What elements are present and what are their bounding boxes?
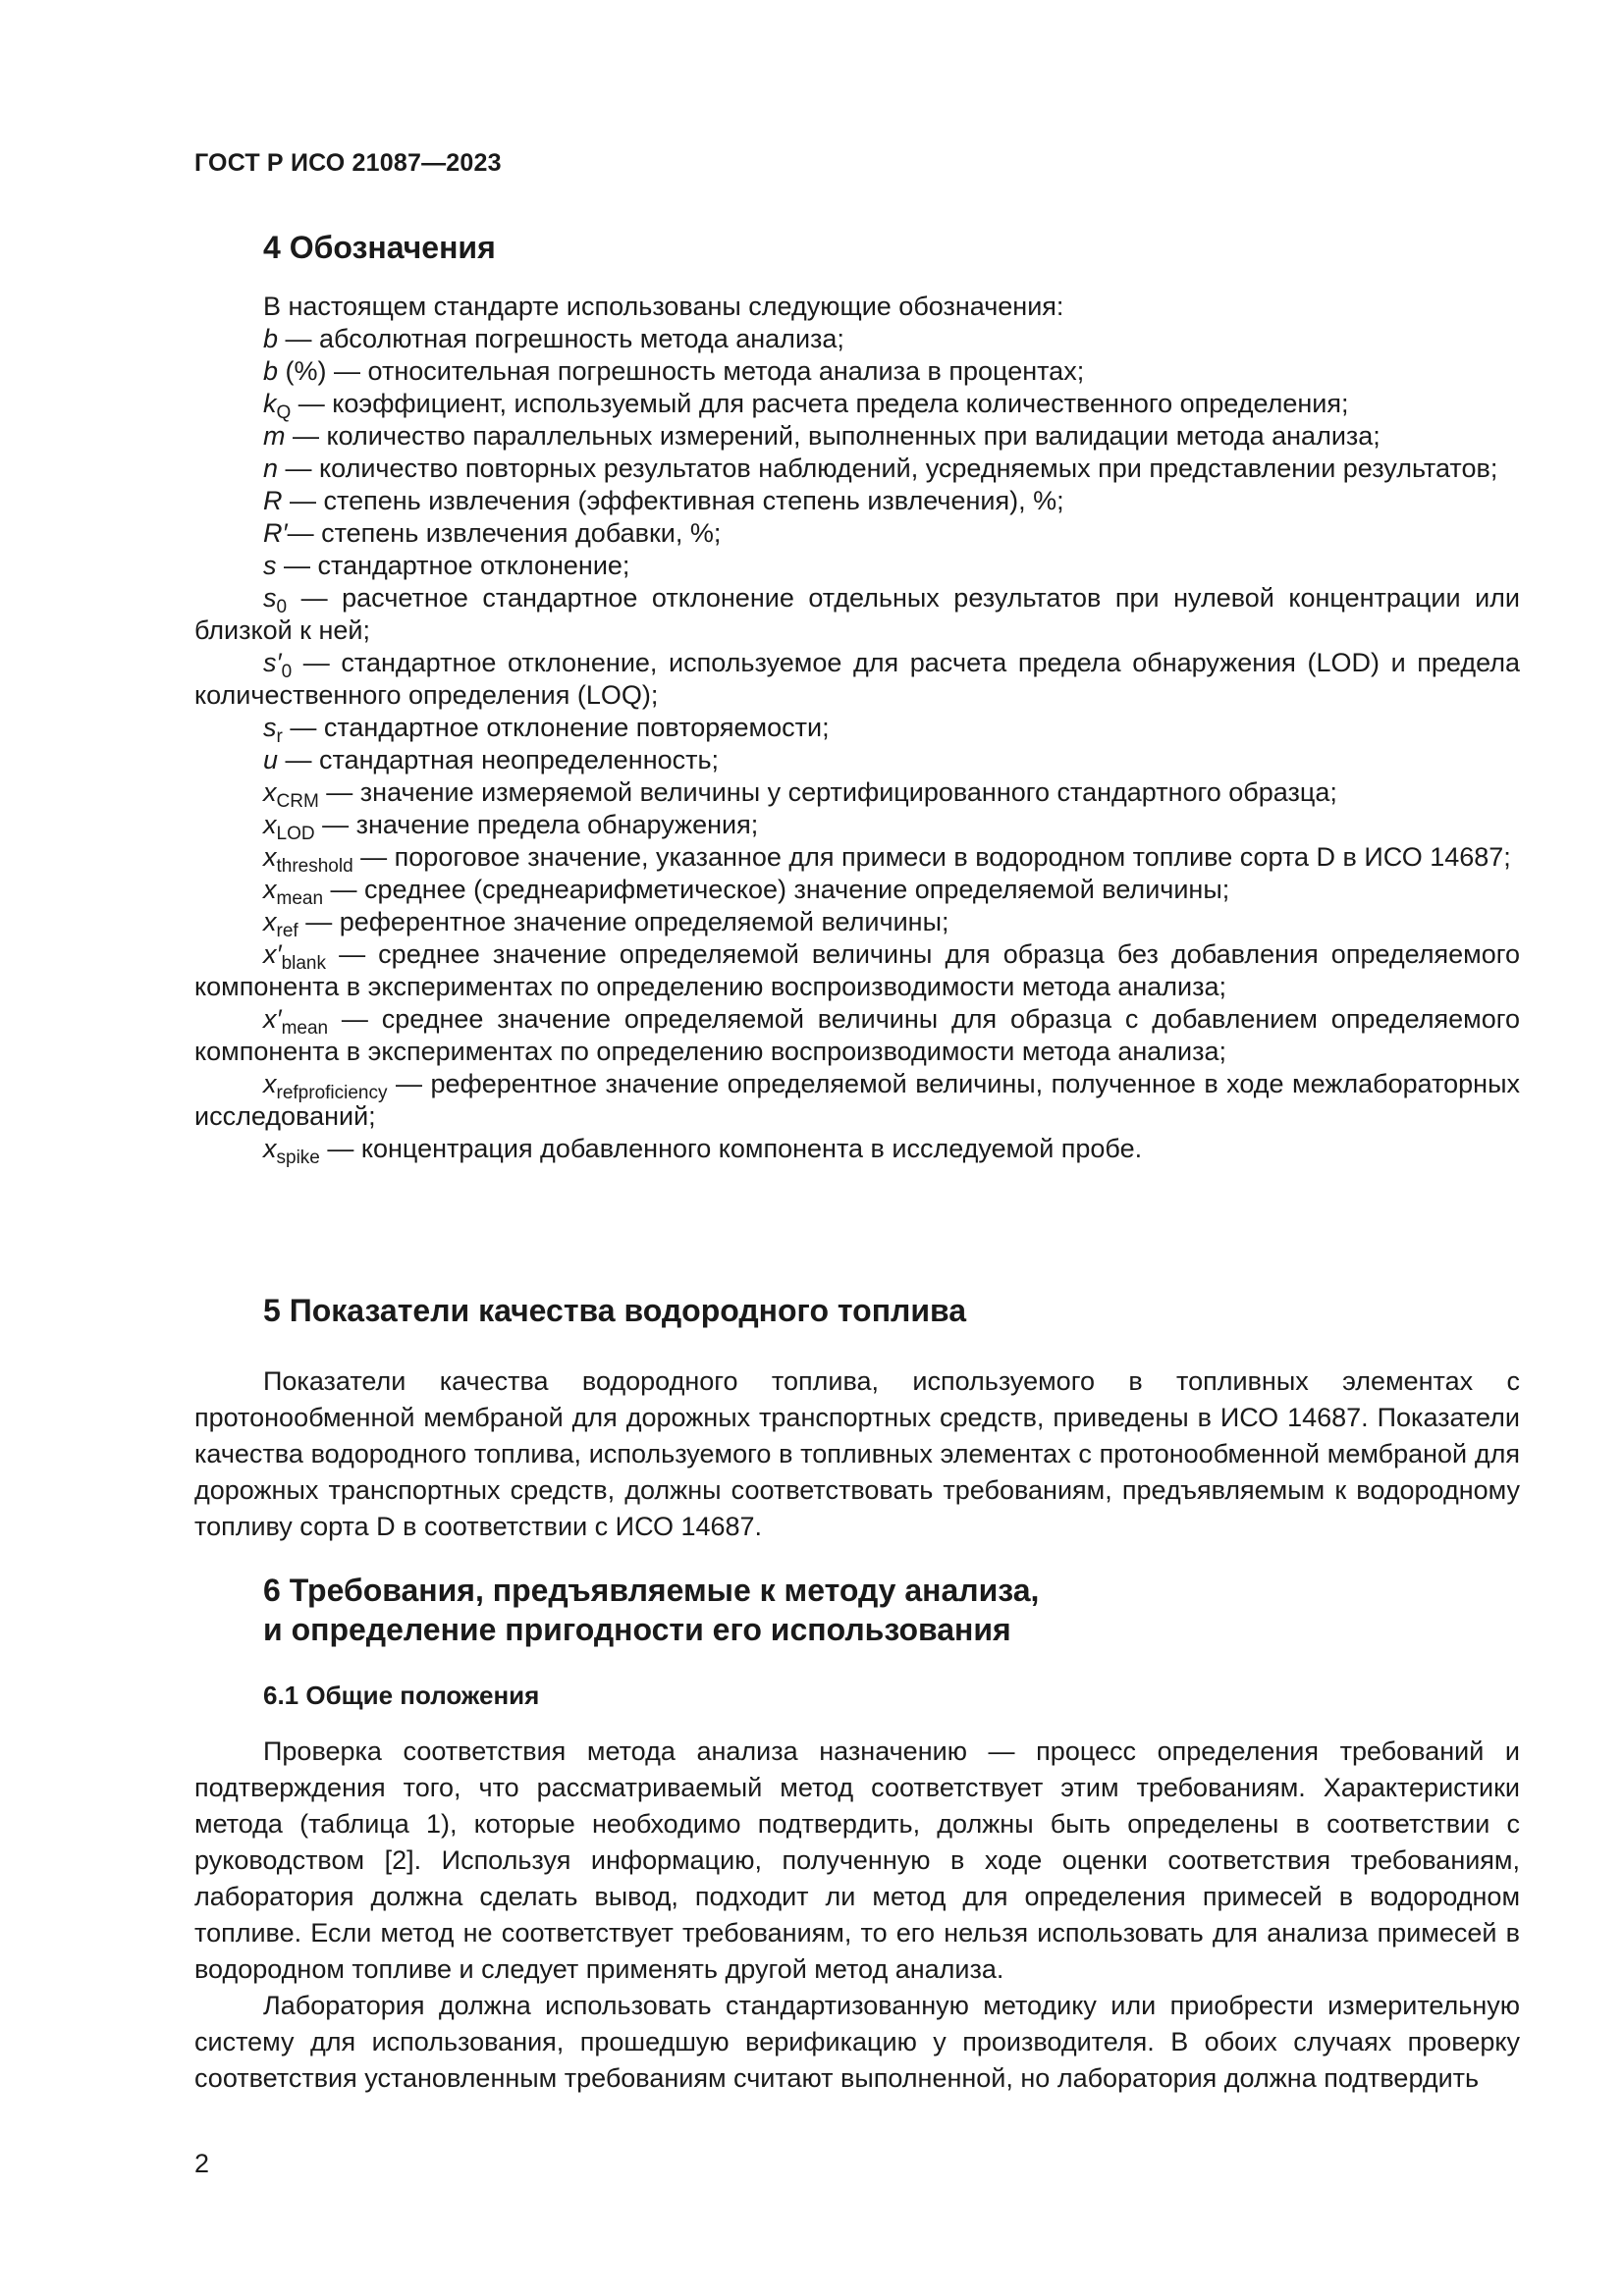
symbol: x — [263, 875, 277, 904]
symbol-description: — среднее значение определяемой величины для образца с добавлением определяемого компонента в экспериментах по определению воспроизводимости метода анализа; — [194, 1004, 1520, 1066]
section-6-1-paragraph-1: Проверка соответствия метода анализа назначению — процесс определения требований и подтверждения того, что рассматриваемый метод соответствует этим требованиям. Характеристики метода (таблица 1), которые необходимо подтвердить, должны быть определены в соответствии с руководством [2]. Используя информацию, полученную в ходе оценки соответствия требованиям, лаборатория должна сделать вывод, подходит ли метод для определения примесей в водородном топливе. Если метод не соответствует требованиям, то его нельзя использовать для анализа примесей в водородном топливе и следует применять другой метод анализа. — [194, 1736, 1520, 1984]
symbol-description: — коэффициент, используемый для расчета предела количественного определения; — [291, 389, 1349, 418]
symbol-definition — [194, 1003, 1520, 1068]
symbol-description: — абсолютная погрешность метода анализа; — [278, 324, 844, 353]
symbol-subscript: LOD — [276, 824, 315, 844]
symbol: m — [263, 421, 286, 451]
symbol-definition — [194, 874, 1520, 909]
symbol-description: — степень извлечения (эффективная степень извлечения), %; — [282, 486, 1064, 515]
symbols-container — [194, 323, 1520, 1168]
symbol: x — [263, 1134, 277, 1163]
symbol: s — [263, 713, 277, 742]
symbol-definition — [194, 517, 1520, 550]
symbol: R′ — [263, 518, 288, 548]
section-6-title-line2: и определение пригодности его использования — [263, 1612, 1011, 1647]
symbol: x — [263, 810, 277, 839]
symbol-description: — стандартное отклонение, используемое для расчета предела обнаружения (LOD) и предела количественного определения (LOQ); — [194, 648, 1520, 710]
section-6-title-line1: 6 Требования, предъявляемые к методу анализа, — [263, 1573, 1040, 1608]
symbol-definition — [194, 938, 1520, 1003]
symbol-description: — среднее значение определяемой величины для образца без добавления определяемого компонента в экспериментах по определению воспроизводимости метода анализа; — [194, 939, 1520, 1001]
symbol-description: (%) — относительная погрешность метода анализа в процентах; — [278, 356, 1085, 386]
symbol: k — [263, 389, 277, 418]
symbol-definition — [194, 647, 1520, 712]
symbol-definition — [194, 1068, 1520, 1133]
symbol-description: — референтное значение определяемой величины, полученное в ходе межлабораторных исследований; — [194, 1069, 1520, 1131]
symbol-subscript: 0 — [276, 597, 288, 617]
symbol: x — [263, 907, 277, 936]
section-6 — [194, 1571, 1520, 2097]
symbol: R — [263, 486, 283, 515]
symbol-definition — [194, 712, 1520, 747]
section-5-paragraph: Показатели качества водородного топлива, используемого в топливных элементах с протонообменной мембраной для дорожных транспортных средств, приведены в ИСО 14687. Показатели качества водородного топлива, используемого в топливных элементах с протонообменной мембраной для дорожных транспортных средств, должны соответствовать требованиям, предъявляемым к водородному топливу сорта D в соответствии с ИСО 14687. — [194, 1366, 1520, 1541]
symbol-description: — степень извлечения добавки, %; — [287, 518, 722, 548]
symbols-list — [194, 291, 1520, 1168]
symbol: s′ — [263, 648, 282, 677]
symbol-definition — [194, 453, 1520, 485]
symbol: s — [263, 551, 277, 580]
symbol-definition — [194, 388, 1520, 423]
symbol: x′ — [263, 1004, 282, 1034]
symbol-description: — количество параллельных измерений, выполненных при валидации метода анализа; — [285, 421, 1380, 451]
symbol-description: — концентрация добавленного компонента в исследуемой пробе. — [319, 1134, 1143, 1163]
section-4-title: 4 Обозначения — [263, 230, 496, 265]
symbol-subscript: Q — [276, 402, 292, 423]
symbol: b — [263, 356, 279, 386]
symbol: x — [263, 842, 277, 872]
symbol-subscript: spike — [276, 1148, 320, 1168]
symbol: s — [263, 583, 277, 613]
section-5 — [194, 1291, 1520, 1545]
symbol-description: — значение измеряемой величины у сертифицированного стандартного образца; — [318, 777, 1337, 807]
symbol-description: — значение предела обнаружения; — [314, 810, 759, 839]
symbol-subscript: ref — [276, 921, 298, 941]
subsection-6-1-title: 6.1 Общие положения — [263, 1681, 540, 1710]
symbol-subscript: mean — [276, 888, 324, 909]
symbol-definition — [194, 485, 1520, 517]
symbol-definition — [194, 776, 1520, 812]
symbol-subscript: 0 — [281, 662, 293, 682]
symbol-subscript: threshold — [276, 856, 353, 877]
symbol-definition — [194, 906, 1520, 941]
symbol: n — [263, 454, 279, 483]
section-5-title: 5 Показатели качества водородного топлива — [263, 1293, 967, 1328]
symbol: u — [263, 745, 279, 774]
symbol-subscript: refproficiency — [276, 1083, 388, 1103]
symbol: x — [263, 1069, 277, 1098]
symbol-definition — [194, 582, 1520, 647]
section-4 — [194, 228, 1520, 267]
symbol-description: — количество повторных результатов наблюдений, усредняемых при представлении результатов; — [278, 454, 1498, 483]
symbol-description: — пороговое значение, указанное для примеси в водородном топливе сорта D в ИСО 14687; — [352, 842, 1511, 872]
symbol-description: — расчетное стандартное отклонение отдельных результатов при нулевой концентрации или близкой к ней; — [194, 583, 1520, 645]
symbol-definition — [194, 1133, 1520, 1168]
symbol-definition — [194, 355, 1520, 388]
symbol-description: — стандартное отклонение повторяемости; — [282, 713, 830, 742]
symbol-description: — среднее (среднеарифметическое) значение определяемой величины; — [323, 875, 1230, 904]
symbol: x′ — [263, 939, 282, 969]
section-6-1-paragraph-2: Лаборатория должна использовать стандартизованную методику или приобрести измерительную систему для использования, прошедшую верификацию у производителя. В обоих случаях проверку соответствия установленным требованиям считают выполненной, но лаборатория должна подтвердить — [194, 1991, 1520, 2093]
symbol-subscript: mean — [281, 1018, 329, 1039]
symbol: x — [263, 777, 277, 807]
symbol-description: — референтное значение определяемой величины; — [298, 907, 949, 936]
symbols-intro: В настоящем стандарте использованы следующие обозначения: — [263, 292, 1064, 321]
symbol-description: — стандартное отклонение; — [276, 551, 630, 580]
symbol-description: — стандартная неопределенность; — [278, 745, 720, 774]
document-header: ГОСТ Р ИСО 21087—2023 — [194, 149, 502, 177]
symbol: b — [263, 324, 279, 353]
symbol-subscript: r — [276, 726, 283, 747]
symbol-definition — [194, 550, 1520, 582]
page-number: 2 — [194, 2149, 210, 2178]
symbol-definition — [194, 420, 1520, 453]
symbol-definition — [194, 744, 1520, 776]
symbol-definition — [194, 323, 1520, 355]
symbol-definition — [194, 809, 1520, 844]
symbol-definition — [194, 841, 1520, 877]
symbol-subscript: blank — [281, 953, 326, 974]
symbol-subscript: CRM — [276, 791, 319, 812]
